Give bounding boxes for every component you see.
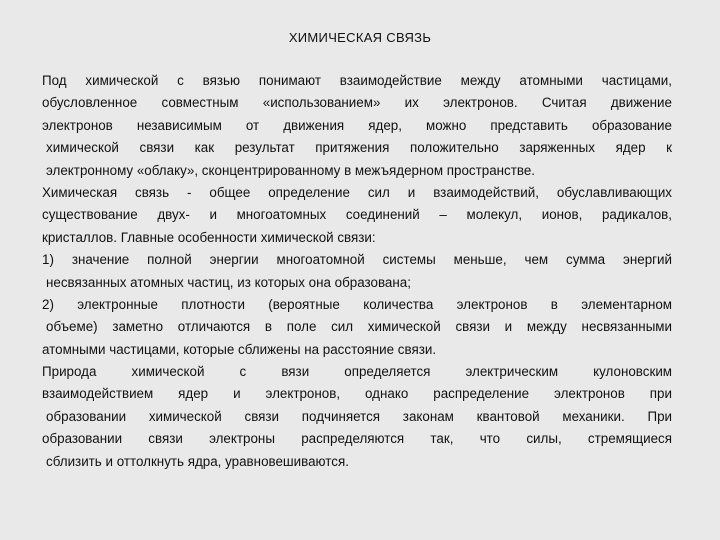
text-line: Химическая связь - общее определение сил и взаимодействий, обуславливающих [42,184,672,200]
text-line: атомными частицами, которые сближены на расстояние связи. [42,341,437,357]
text-line: взаимодействием ядер и электронов, однако распределение электронов при [42,386,672,402]
text-line: несвязанных атомных частиц, из которых она образована; [46,274,411,290]
text-line: химической связи как результат притяжения положительно заряженных ядер к [46,140,672,156]
body-text [42,70,672,473]
text-line: 1) значение полной энергии многоатомной системы меньше, чем сумма энергий [42,252,672,268]
text-line: объеме) заметно отличаются в поле сил химической связи и между несвязанными [46,319,672,335]
text-line: Под химической с вязью понимают взаимодействие между атомными частицами, [42,73,672,88]
text-line: образовании связи электроны распределяются так, что силы, стремящиеся [42,431,672,447]
text-line: сблизить и оттолкнуть ядра, уравновешиваются. [46,453,349,469]
text-line: Природа химической с вязи определяется электрическим кулоновским [42,364,672,380]
text-line: существование двух- и многоатомных соединений – молекул, ионов, радикалов, [42,207,672,223]
text-line: электронов независимым от движения ядер, можно представить образование [42,117,672,133]
text-line: электронному «облаку», сконцентрированному в межъядерном пространстве. [46,162,535,178]
page-title: ХИМИЧЕСКАЯ СВЯЗЬ [288,30,432,45]
text-line: 2) электронные плотности (вероятные количества электронов в элементарном [42,296,672,312]
text-line: обусловленное совместным «использованием» их электронов. Считая движение [42,95,672,111]
text-line: кристаллов. Главные особенности химической связи: [42,229,376,245]
text-line: образовании химической связи подчиняется законам квантовой механики. При [46,408,672,424]
